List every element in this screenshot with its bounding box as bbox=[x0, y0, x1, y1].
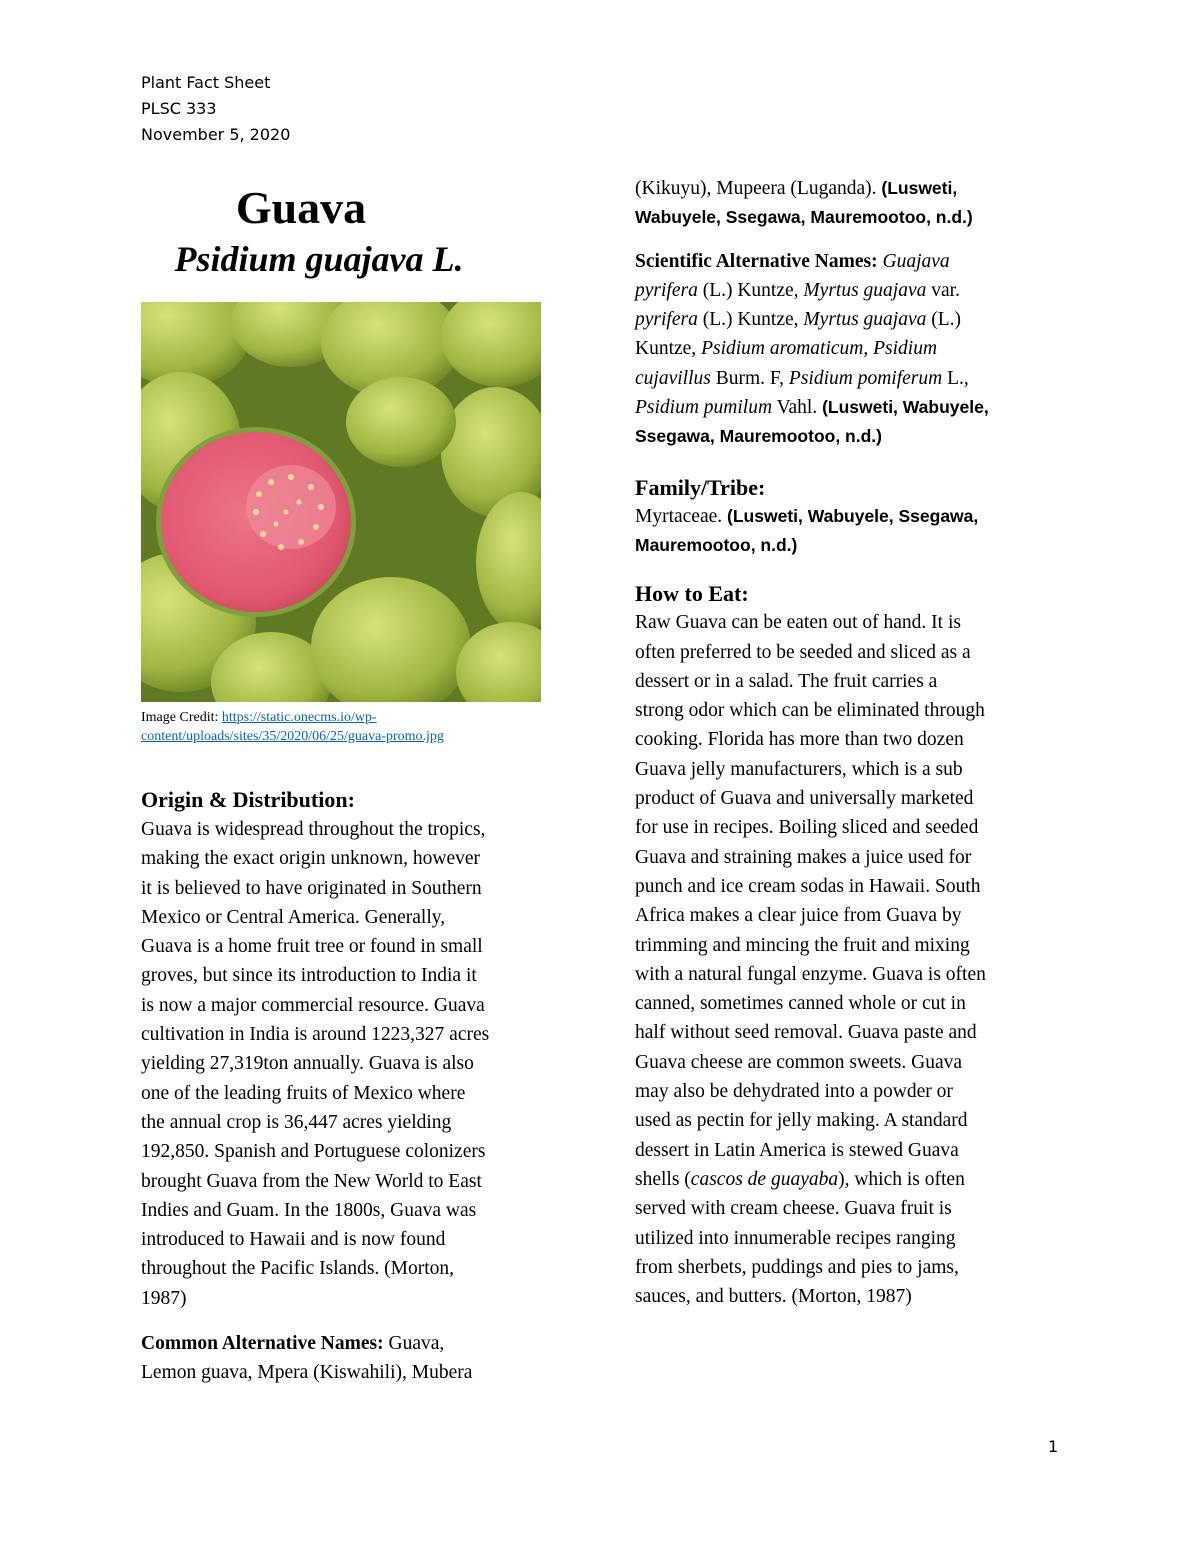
origin-line: brought Guava from the New World to East bbox=[141, 1170, 482, 1192]
sci-name: pyrifera bbox=[635, 309, 698, 331]
family-name: Myrtaceae. bbox=[635, 505, 728, 527]
origin-body bbox=[141, 815, 571, 1313]
sci-name: Myrtus guajava bbox=[803, 309, 927, 331]
scientific-names-section bbox=[635, 247, 1075, 452]
sci-name: Psidium pomiferum bbox=[788, 367, 943, 389]
image-credit-link-line2[interactable]: content/uploads/sites/35/2020/06/25/guava-promo.jpg bbox=[141, 729, 444, 744]
sci-author: Burm. F, bbox=[710, 367, 789, 389]
how-to-eat-line: Raw Guava can be eaten out of hand. It is bbox=[635, 612, 961, 634]
how-to-eat-line bbox=[635, 1165, 1075, 1194]
origin-line: it is believed to have originated in Southern bbox=[141, 877, 482, 899]
sci-name: Psidium pumilum bbox=[635, 397, 773, 419]
scientific-names-citation: (Lusweti, Wabuyele, bbox=[822, 397, 989, 418]
common-names-continued bbox=[635, 174, 1075, 233]
family-citation: (Lusweti, Wabuyele, Ssegawa, bbox=[727, 505, 979, 526]
common-names-label: Common Alternative Names: bbox=[141, 1333, 384, 1355]
origin-line: 192,850. Spanish and Portuguese colonizers bbox=[141, 1141, 486, 1163]
guava-photo-icon bbox=[141, 302, 541, 702]
how-to-eat-line: for use in recipes. Boiling sliced and seeded bbox=[635, 817, 979, 839]
origin-line: Guava is a home fruit tree or found in small bbox=[141, 936, 483, 958]
how-to-eat-line: strong odor which can be eliminated through bbox=[635, 700, 985, 722]
how-to-eat-line: half without seed removal. Guava paste and bbox=[635, 1022, 977, 1044]
origin-line: Mexico or Central America. Generally, bbox=[141, 906, 446, 928]
page-number: 1 bbox=[1048, 1437, 1059, 1456]
origin-line: Guava is widespread throughout the tropics, bbox=[141, 819, 486, 840]
how-to-eat-line: used as pectin for jelly making. A standard bbox=[635, 1110, 968, 1132]
sci-author: Vahl. bbox=[772, 397, 823, 419]
sci-name: pyrifera bbox=[635, 279, 698, 301]
sci-author: L., bbox=[942, 367, 969, 389]
sci-name: Psidium aromaticum, Psidium bbox=[701, 338, 938, 360]
scientific-names-label: Scientific Alternative Names: bbox=[635, 250, 878, 272]
origin-line: the annual crop is 36,447 acres yielding bbox=[141, 1111, 452, 1133]
how-to-eat-line: Guava and straining makes a juice used for bbox=[635, 846, 972, 868]
guava-photo bbox=[141, 302, 541, 702]
how-to-eat-heading: How to Eat: bbox=[635, 581, 749, 607]
origin-line: introduced to Hawaii and is now found bbox=[141, 1229, 446, 1251]
sci-author: var. bbox=[926, 279, 960, 301]
origin-line: groves, but since its introduction to India it bbox=[141, 965, 477, 987]
origin-heading: Origin & Distribution: bbox=[141, 787, 355, 812]
sci-author: (L.) Kuntze, bbox=[697, 279, 804, 301]
sci-author: (L.) bbox=[926, 309, 962, 331]
how-to-eat-text: ), which is often bbox=[838, 1168, 965, 1190]
how-to-eat-line: Guava cheese are common sweets. Guava bbox=[635, 1051, 963, 1073]
image-credit bbox=[141, 708, 571, 746]
common-names-line: (Kikuyu), Mupeera (Luganda). bbox=[635, 178, 882, 199]
scientific-names-citation: Ssegawa, Mauremootoo, n.d.) bbox=[635, 426, 882, 447]
origin-line: making the exact origin unknown, however bbox=[141, 848, 480, 870]
origin-line: Indies and Guam. In the 1800s, Guava was bbox=[141, 1199, 477, 1221]
page-title: Guava bbox=[235, 182, 367, 233]
how-to-eat-line: sauces, and butters. (Morton, 1987) bbox=[635, 1286, 912, 1308]
how-to-eat-line: canned, sometimes canned whole or cut in bbox=[635, 993, 966, 1015]
family-body bbox=[635, 502, 1075, 561]
how-to-eat-line: often preferred to be seeded and sliced as a bbox=[635, 641, 971, 663]
common-names-citation: (Lusweti, bbox=[881, 178, 958, 198]
how-to-eat-line: served with cream cheese. Guava fruit is bbox=[635, 1198, 952, 1220]
how-to-eat-line: product of Guava and universally marketed bbox=[635, 788, 974, 810]
sci-name: cujavillus bbox=[635, 367, 711, 389]
origin-line: throughout the Pacific Islands. (Morton, bbox=[141, 1258, 455, 1280]
header-line-course-code: PLSC 333 bbox=[141, 99, 217, 118]
how-to-eat-line: with a natural fungal enzyme. Guava is often bbox=[635, 963, 986, 985]
how-to-eat-line: punch and ice cream sodas in Hawaii. South bbox=[635, 875, 981, 897]
common-names-citation: Wabuyele, Ssegawa, Mauremootoo, n.d.) bbox=[635, 207, 973, 228]
common-names-line: Lemon guava, Mpera (Kiswahili), Mubera bbox=[141, 1362, 473, 1384]
header-line-course-title: Plant Fact Sheet bbox=[141, 73, 271, 92]
how-to-eat-line: dessert in Latin America is stewed Guava bbox=[635, 1139, 959, 1161]
sci-author: Kuntze, bbox=[635, 338, 702, 360]
how-to-eat-line: cooking. Florida has more than two dozen bbox=[635, 729, 964, 751]
family-heading: Family/Tribe: bbox=[635, 474, 766, 500]
family-citation: Mauremootoo, n.d.) bbox=[635, 534, 798, 555]
right-column bbox=[635, 174, 1075, 1311]
how-to-eat-text: shells ( bbox=[635, 1168, 691, 1190]
origin-line: 1987) bbox=[141, 1287, 187, 1309]
how-to-eat-spanish-term: cascos de guayaba bbox=[690, 1168, 839, 1190]
document-header bbox=[141, 70, 290, 148]
origin-line: one of the leading fruits of Mexico where bbox=[141, 1082, 466, 1104]
image-credit-label: Image Credit: bbox=[141, 710, 222, 725]
how-to-eat-body bbox=[635, 608, 1075, 1311]
how-to-eat-line: utilized into innumerable recipes ranging bbox=[635, 1227, 956, 1249]
origin-line: yielding 27,319ton annually. Guava is also bbox=[141, 1053, 474, 1075]
sci-name: Myrtus guajava bbox=[803, 279, 927, 301]
sci-name: Guajava bbox=[877, 250, 950, 272]
sci-author: (L.) Kuntze, bbox=[697, 309, 804, 331]
origin-line: is now a major commercial resource. Guava bbox=[141, 994, 485, 1016]
common-names-text: Guava, bbox=[383, 1333, 445, 1355]
how-to-eat-line: trimming and mincing the fruit and mixing bbox=[635, 934, 970, 956]
origin-line: cultivation in India is around 1223,327 acres bbox=[141, 1024, 490, 1046]
header-line-date: November 5, 2020 bbox=[141, 125, 291, 144]
how-to-eat-line: Guava jelly manufacturers, which is a sub bbox=[635, 758, 963, 780]
how-to-eat-line: may also be dehydrated into a powder or bbox=[635, 1081, 953, 1103]
how-to-eat-line: Africa makes a clear juice from Guava by bbox=[635, 905, 962, 927]
how-to-eat-line: dessert or in a salad. The fruit carries a bbox=[635, 670, 938, 692]
image-credit-link-line1[interactable]: https://static.onecms.io/wp- bbox=[221, 710, 377, 725]
how-to-eat-line: from sherbets, puddings and pies to jams, bbox=[635, 1256, 959, 1278]
scientific-name-subtitle: Psidium guajava L. bbox=[174, 239, 464, 279]
common-names-section bbox=[141, 1329, 571, 1388]
left-column bbox=[141, 180, 571, 1388]
